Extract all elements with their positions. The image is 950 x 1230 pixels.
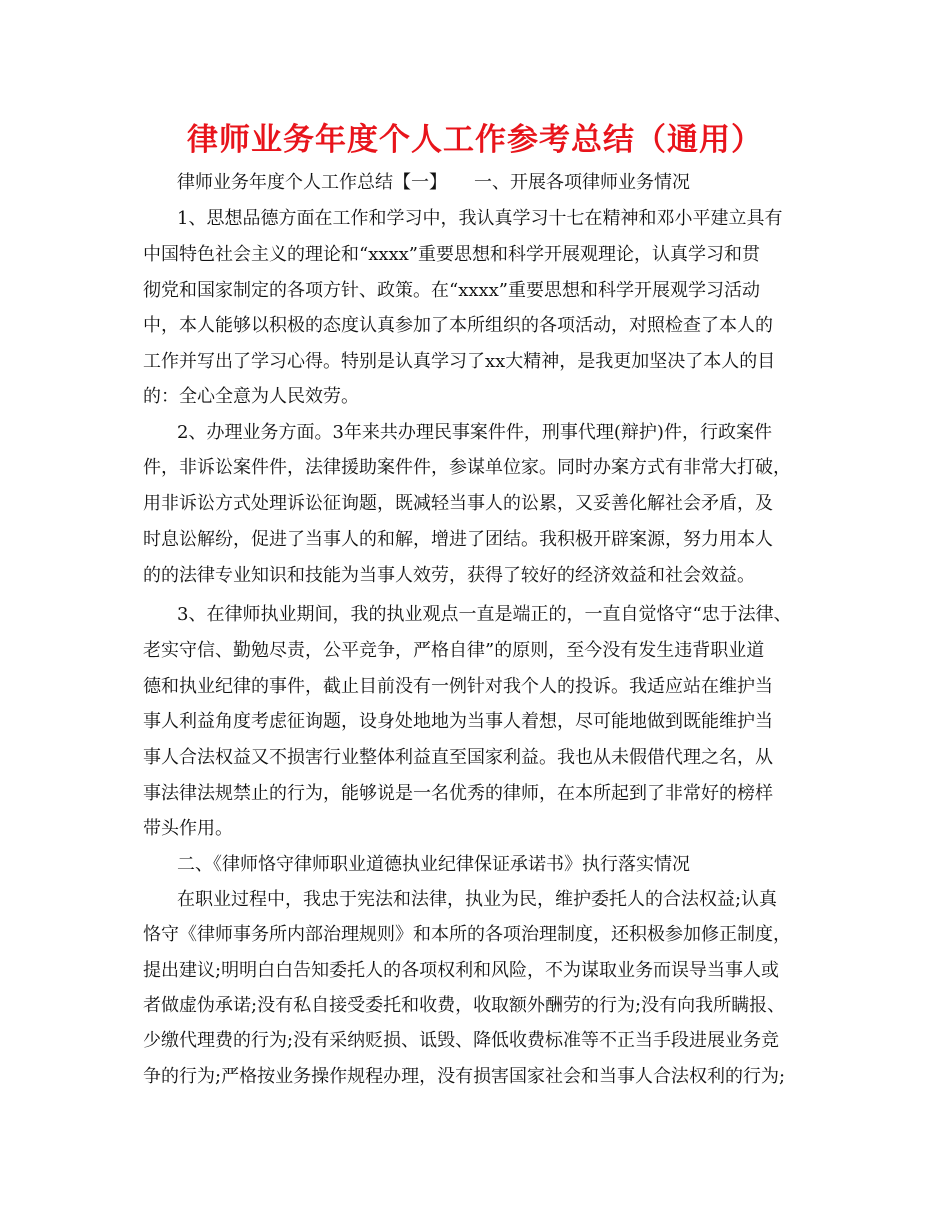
text-line: 中国特色社会主义的理论和“xxxx”重要思想和科学开展观理论，认真学习和贯 (143, 244, 761, 265)
text-line: 在职业过程中，我忠于宪法和法律，执业为民，维护委托人的合法权益;认真 (177, 889, 778, 910)
text-line: 事人利益角度考虑征询题，设身处地地为当事人着想，尽可能地做到既能维护当 (143, 711, 773, 732)
text-line: 提出建议;明明白白告知委托人的各项权利和风险，不为谋取业务而误导当事人或 (143, 960, 780, 981)
text-line: 者做虚伪承诺;没有私自接受委托和收费，收取额外酬劳的行为;没有向我所瞒报、 (143, 995, 786, 1016)
text-line: 老实守信、勤勉尽责，公平竞争，严格自律”的原则，至今没有发生违背职业道 (143, 640, 765, 661)
text-line: 3、在律师执业期间，我的执业观点一直是端正的，一直自觉恪守“忠于法律、 (177, 604, 792, 625)
text-line: 彻党和国家制定的各项方针、政策。在“xxxx”重要思想和科学开展观学习活动 (143, 280, 761, 301)
text-line: 用非诉讼方式处理诉讼征询题，既减轻当事人的讼累，又妥善化解社会矛盾，及 (143, 493, 773, 514)
text-line: 2、办理业务方面。3年来共办理民事案件件，刑事代理(辩护)件，行政案件 (177, 422, 772, 443)
text-line: 事法律法规禁止的行为，能够说是一名优秀的律师，在本所起到了非常好的榜样 (143, 783, 773, 804)
text-line: 恪守《律师事务所内部治理规则》和本所的各项治理制度，还积极参加修正制度， (143, 924, 791, 945)
text-line: 时息讼解纷，促进了当事人的和解，增进了团结。我积极开辟案源，努力用本人 (143, 529, 773, 550)
text-line: 中，本人能够以积极的态度认真参加了本所组织的各项活动，对照检查了本人的 (143, 315, 773, 336)
text-line: 少缴代理费的行为;没有采纳贬损、诋毁、降低收费标准等不正当手段进展业务竞 (143, 1030, 780, 1051)
text-line: 带头作用。 (143, 818, 233, 839)
document-title: 律师业务年度个人工作参考总结（通用） (187, 122, 763, 158)
text-line: 德和执业纪律的事件，截止目前没有一例针对我个人的投诉。我适应站在维护当 (143, 676, 773, 697)
text-line: 争的行为;严格按业务操作规程办理，没有损害国家社会和当事人合法权利的行为; (143, 1066, 786, 1087)
text-line: 二、《律师恪守律师职业道德执业纪律保证承诺书》执行落实情况 (177, 854, 690, 875)
text-line: 的的法律专业知识和技能为当事人效劳，获得了较好的经济效益和社会效益。 (143, 565, 755, 586)
text-line: 1、思想品德方面在工作和学习中，我认真学习十七在精神和邓小平建立具有 (177, 208, 783, 229)
text-line: 事人合法权益又不损害行业整体利益直至国家利益。我也从未假借代理之名，从 (143, 747, 773, 768)
text-line: 的：全心全意为人民效劳。 (143, 386, 359, 407)
text-line: 律师业务年度个人工作总结【一】 一、开展各项律师业务情况 (177, 172, 690, 193)
text-line: 工作并写出了学习心得。特别是认真学习了xx大精神，是我更加坚决了本人的目 (143, 351, 776, 372)
text-line: 件，非诉讼案件件，法律援助案件件，参谋单位家。同时办案方式有非常大打破， (143, 457, 791, 478)
